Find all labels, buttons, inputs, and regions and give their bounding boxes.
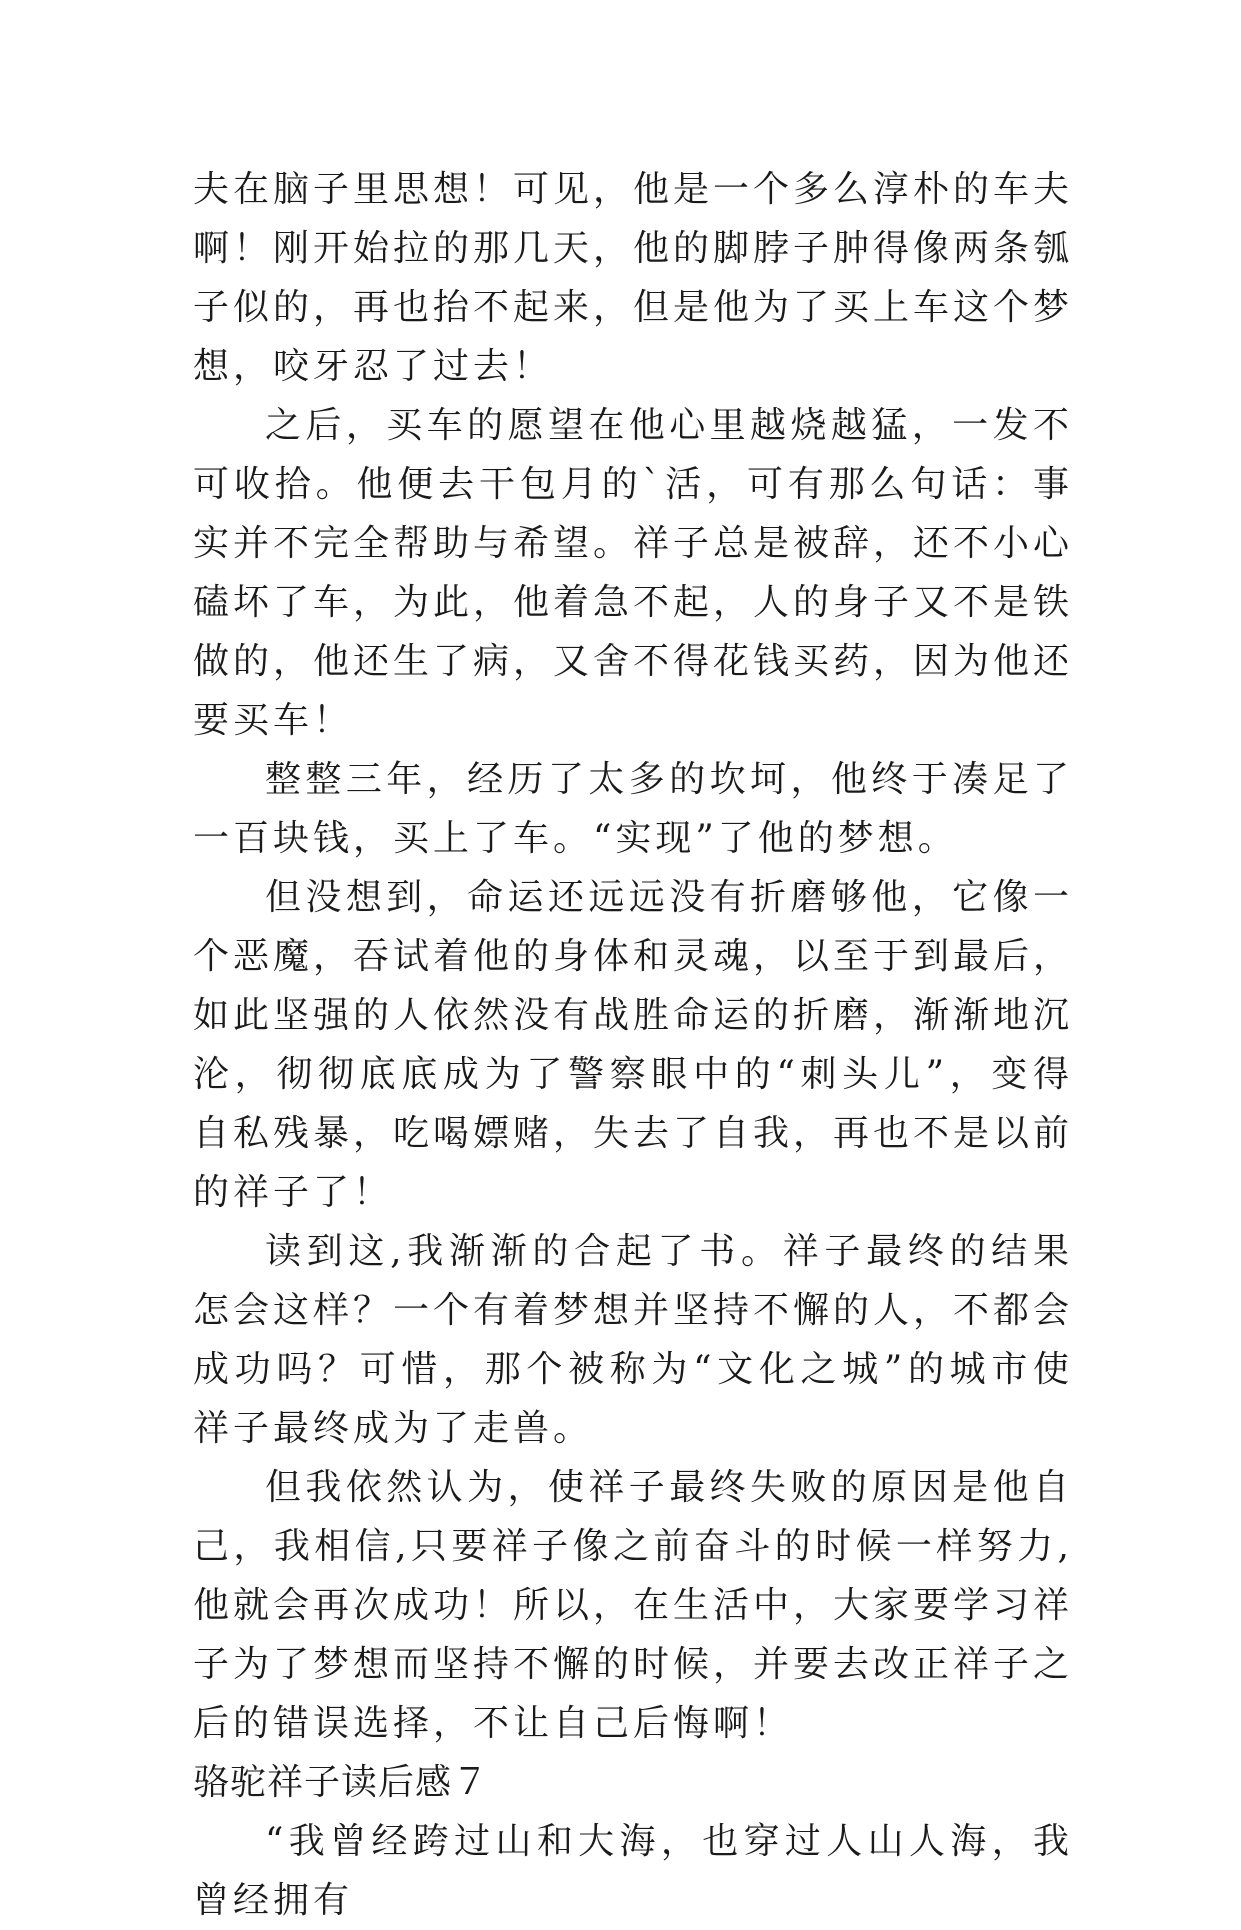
- paragraph-4: 但没想到，命运还远远没有折磨够他，它像一个恶魔，吞试着他的身体和灵魂，以至于到最后，如此坚强的人依然没有战胜命运的折磨，渐渐地沉沦，彻彻底底成为了警察眼中的“刺头儿”，变得自私残暴，吃喝嫖赌，失去了自我，再也不是以前的祥子了！: [193, 877, 1074, 1213]
- paragraph-6: 但我依然认为，使祥子最终失败的原因是他自己，我相信,只要祥子像之前奋斗的时候一样努力,他就会再次成功！所以，在生活中，大家要学习祥子为了梦想而坚持不懈的时候，并要去改正祥子之后的错误选择，不让自己后悔啊！: [193, 1467, 1074, 1744]
- section-title: 骆驼祥子读后感７: [193, 1762, 490, 1803]
- paragraph-1: 夫在脑子里思想！可见，他是一个多么淳朴的车夫啊！刚开始拉的那几天，他的脚脖子肿得像两条瓠子似的，再也抬不起来，但是他为了买上车这个梦想，咬牙忍了过去！: [193, 169, 1074, 387]
- document-body: [193, 160, 1073, 1930]
- paragraph-5: 读到这,我渐渐的合起了书。祥子最终的结果怎会这样？一个有着梦想并坚持不懈的人，不都会成功吗？可惜，那个被称为“文化之城”的城市使祥子最终成为了走兽。: [193, 1231, 1074, 1449]
- paragraph-2: 之后，买车的愿望在他心里越烧越猛，一发不可收拾。他便去干包月的`活，可有那么句话：事实并不完全帮助与希望。祥子总是被辞，还不小心磕坏了车，为此，他着急不起，人的身子又不是铁做的，他还生了病，又舍不得花钱买药，因为他还要买车！: [193, 405, 1074, 741]
- paragraph-3: 整整三年，经历了太多的坎坷，他终于凑足了一百块钱，买上了车。“实现”了他的梦想。: [193, 759, 1073, 859]
- paragraph-7: “我曾经跨过山和大海，也穿过人山人海，我曾经拥有: [193, 1821, 1073, 1921]
